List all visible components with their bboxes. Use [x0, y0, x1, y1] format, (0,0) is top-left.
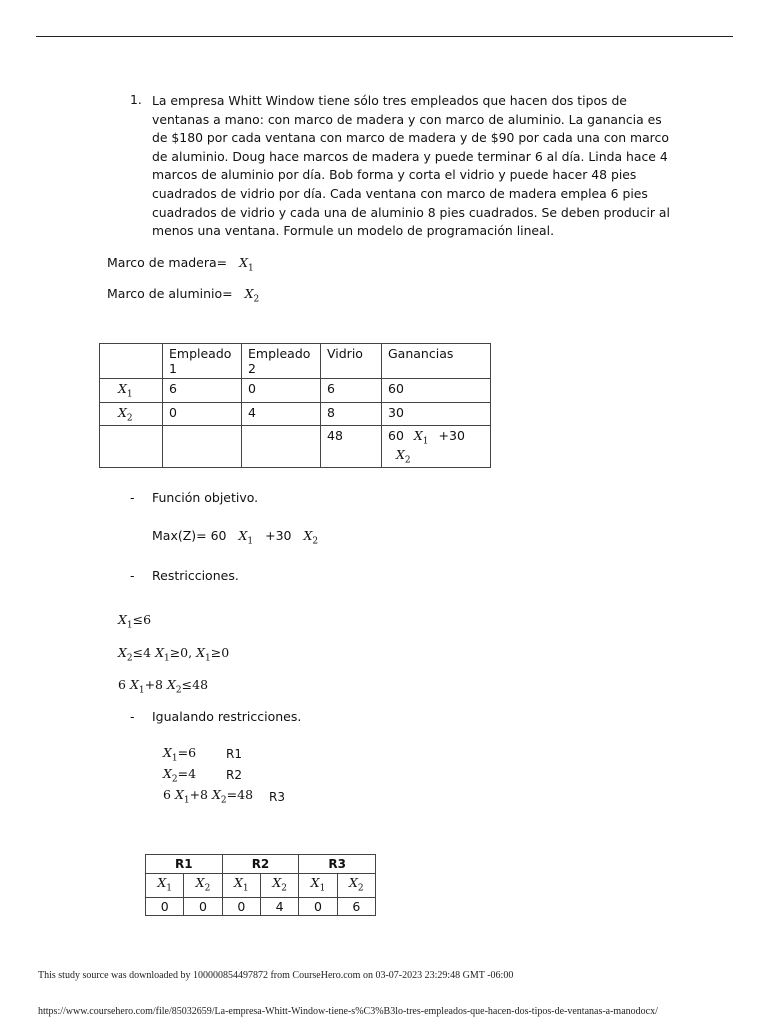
label-r1: R1 [226, 747, 242, 761]
header-cell: Ganancias [382, 344, 491, 379]
cell: 0 [184, 898, 222, 916]
madera-label: Marco de madera= [107, 255, 228, 270]
table-row [100, 402, 491, 426]
restriction-1: $X_1\le 6$ [118, 612, 152, 631]
cell: 4 [260, 898, 298, 916]
cell: 0 [163, 402, 242, 426]
header-cell [100, 344, 163, 379]
cell: 4 [242, 402, 321, 426]
cell: 60 [382, 379, 491, 403]
bullet: - [130, 490, 135, 505]
x1-symbol: $X_1$ [239, 255, 254, 274]
equality-3: 6 $X_1+8$ $X_2=48$ [163, 787, 254, 806]
header-cell: Empleado 2 [242, 344, 321, 379]
restriction-3: 6 $X_1+8$ $X_2\le 48$ [118, 677, 209, 696]
header-cell: Empleado 1 [163, 344, 242, 379]
bullet: - [130, 568, 135, 583]
restriction-2: $X_2\le 4$ $X_1\ge 0$, $X_1\ge 0$ [118, 645, 230, 664]
data-table [99, 343, 491, 468]
problem-number: 1. [130, 92, 142, 107]
cell: 30 [382, 402, 491, 426]
x2-symbol: $X_2$ [244, 286, 260, 305]
table-row [100, 379, 491, 403]
row-var: $X_1$ [100, 379, 163, 403]
total-profit-cell: 60 $X_1 +30$ $X_2$ [382, 426, 491, 468]
var-aluminio [107, 286, 259, 305]
table-total-row [100, 426, 491, 468]
cell: 6 [337, 898, 375, 916]
table-row [146, 898, 376, 916]
var-madera [107, 255, 254, 274]
intersections-table [145, 854, 376, 916]
equality-1: $X_1=6$ [163, 745, 197, 764]
table-header-row [100, 344, 491, 379]
objective-formula: Max(Z)= 60 $X_1 +30$ $X_2$ [152, 528, 319, 547]
aluminio-label: Marco de aluminio= [107, 286, 233, 301]
group-header: R2 [222, 855, 299, 874]
cell: 0 [146, 898, 184, 916]
cell: 0 [299, 898, 337, 916]
group-header: R3 [299, 855, 376, 874]
label-r3: R3 [269, 790, 285, 804]
cell: 48 [321, 426, 382, 468]
source-url[interactable]: https://www.coursehero.com/file/85032659/La-empresa-Whitt-Window-tiene-s%C3%B3lo-tres-empleados-que-hacen-dos-tipos-de-ventanas-a-manodocx/ [38, 1006, 658, 1017]
equality-2: $X_2=4$ [163, 766, 197, 785]
bullet: - [130, 709, 135, 724]
cell: 8 [321, 402, 382, 426]
objective-heading: Función objetivo. [152, 490, 259, 505]
top-rule [36, 36, 733, 37]
group-header: R1 [146, 855, 223, 874]
cell: 0 [222, 898, 260, 916]
cell: 0 [242, 379, 321, 403]
equalities-heading: Igualando restricciones. [152, 709, 302, 724]
table-row: $X_1$ $X_2$ $X_1$ $X_2$ $X_1$ $X_2$ [146, 874, 376, 898]
download-notice: This study source was downloaded by 100000854497872 from CourseHero.com on 03-07-2023 23:29:48 GMT -06:00 [38, 970, 514, 981]
cell: 6 [321, 379, 382, 403]
restrictions-heading: Restricciones. [152, 568, 239, 583]
label-r2: R2 [226, 768, 242, 782]
problem-text: La empresa Whitt Window tiene sólo tres empleados que hacen dos tipos de ventanas a mano: con marco de madera y con marco de aluminio. La ganancia es de $180 por cada ventana con marco de madera y de $90 por cada una con marco de aluminio. Doug hace marcos de madera y puede terminar 6 al día. Linda hace 4 marcos de aluminio por día. Bob forma y corta el vidrio y puede hacer 48 pies cuadrados de vidrio por día. Cada ventana con marco de madera emplea 6 pies cuadrados de vidrio y cada una de aluminio 8 pies cuadrados. Se deben producir al menos una ventana. Formule un modelo de programación lineal. [152, 93, 670, 239]
table-header-row [146, 855, 376, 874]
row-var: $X_2$ [100, 402, 163, 426]
header-cell: Vidrio [321, 344, 382, 379]
cell: 6 [163, 379, 242, 403]
